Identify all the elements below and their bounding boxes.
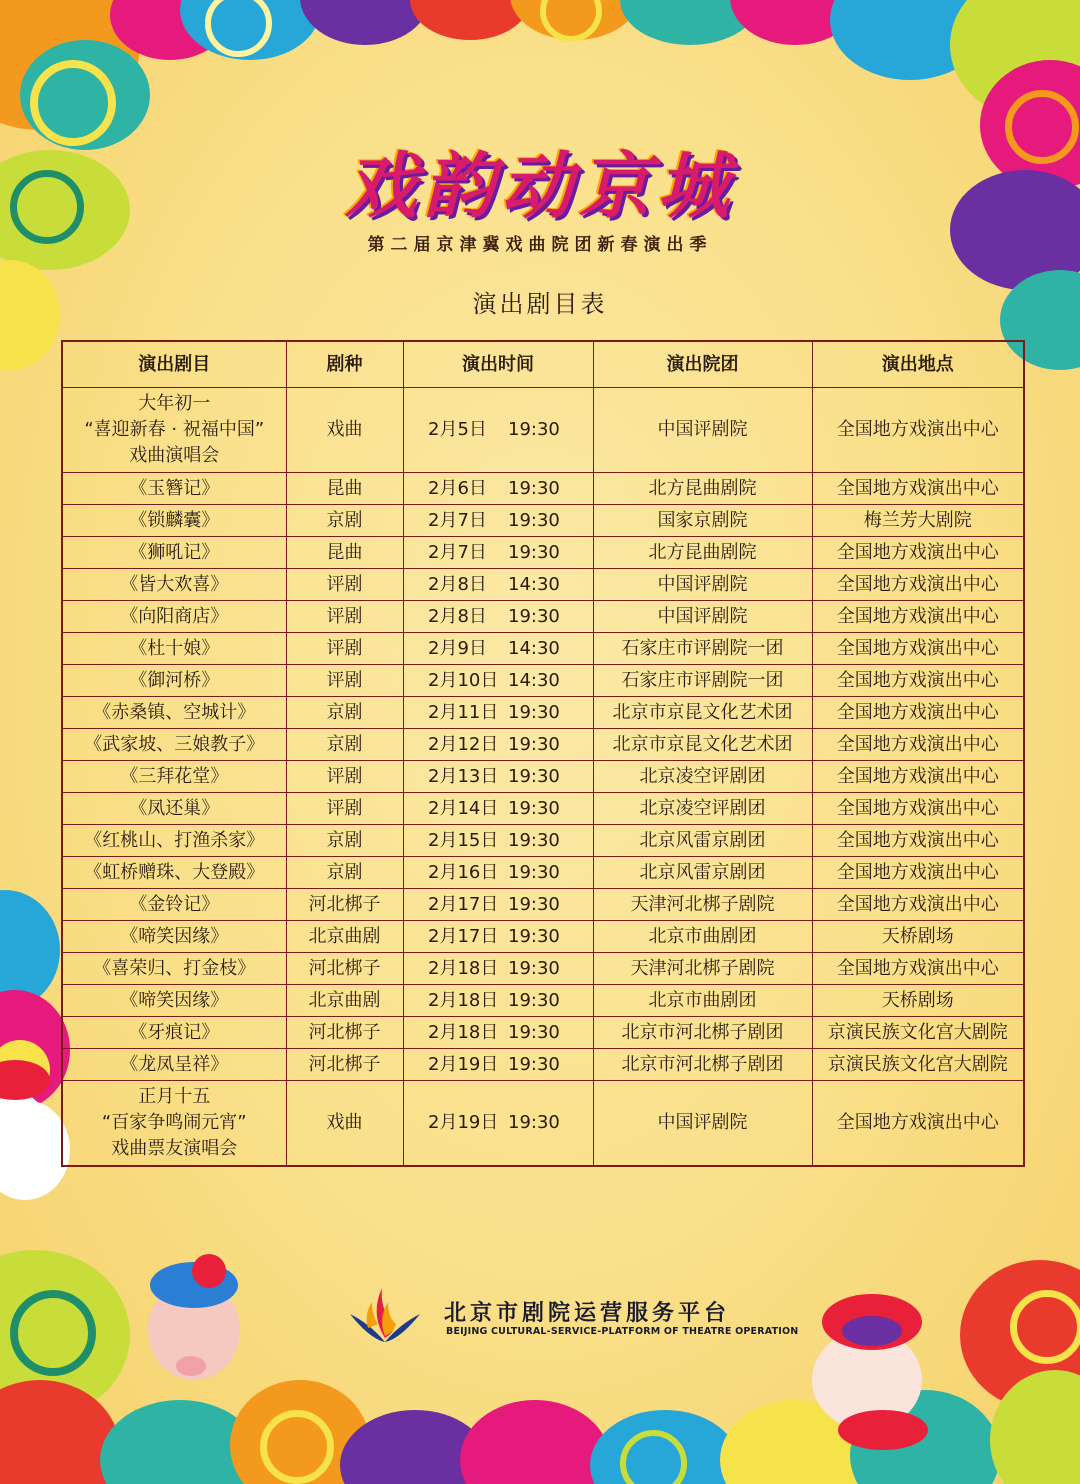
table-row bbox=[62, 1049, 1024, 1081]
table-row bbox=[62, 1081, 1024, 1167]
schedule-heading: 演出剧目表 bbox=[472, 290, 608, 318]
performance-hour: 19:30 bbox=[508, 957, 560, 979]
cell-troupe: 石家庄市评剧院一团 bbox=[593, 633, 812, 665]
cell-genre: 河北梆子 bbox=[286, 1017, 403, 1049]
performance-date: 2月9日 bbox=[428, 637, 487, 659]
cell-time bbox=[403, 665, 593, 697]
title-line: 《御河桥》 bbox=[129, 669, 220, 691]
cell-time bbox=[403, 761, 593, 793]
title-line: 《喜荣归、打金枝》 bbox=[93, 957, 256, 979]
cell-venue: 全国地方戏演出中心 bbox=[812, 601, 1024, 633]
cell-title bbox=[62, 889, 286, 921]
cell-time bbox=[403, 889, 593, 921]
cell-venue: 全国地方戏演出中心 bbox=[812, 537, 1024, 569]
cell-genre: 京剧 bbox=[286, 505, 403, 537]
performance-date: 2月13日 bbox=[428, 765, 499, 787]
title-line: 大年初一 bbox=[138, 393, 211, 414]
performance-schedule-table bbox=[61, 340, 1025, 1167]
title-line: 《狮吼记》 bbox=[129, 541, 220, 563]
performance-date: 2月7日 bbox=[428, 541, 487, 563]
cell-time bbox=[403, 825, 593, 857]
table-row bbox=[62, 473, 1024, 505]
table-row bbox=[62, 793, 1024, 825]
title-line: “百家争鸣闹元宵” bbox=[101, 1112, 247, 1133]
cell-genre: 河北梆子 bbox=[286, 1049, 403, 1081]
performance-date: 2月18日 bbox=[428, 957, 499, 979]
performance-hour: 19:30 bbox=[508, 605, 560, 627]
cell-troupe: 北京市京昆文化艺术团 bbox=[593, 697, 812, 729]
table-row bbox=[62, 889, 1024, 921]
table-row bbox=[62, 729, 1024, 761]
cell-troupe: 北京风雷京剧团 bbox=[593, 857, 812, 889]
cell-genre: 北京曲剧 bbox=[286, 985, 403, 1017]
cell-genre: 京剧 bbox=[286, 857, 403, 889]
table-row bbox=[62, 857, 1024, 889]
cell-genre: 京剧 bbox=[286, 825, 403, 857]
cell-genre: 昆曲 bbox=[286, 537, 403, 569]
cell-troupe: 北京市曲剧团 bbox=[593, 985, 812, 1017]
performance-hour: 19:30 bbox=[508, 829, 560, 851]
title-line: 《赤桑镇、空城计》 bbox=[93, 701, 256, 723]
cell-time bbox=[403, 537, 593, 569]
cell-title bbox=[62, 601, 286, 633]
performance-date: 2月17日 bbox=[428, 925, 499, 947]
cell-genre: 戏曲 bbox=[286, 1081, 403, 1167]
cell-troupe: 北京市京昆文化艺术团 bbox=[593, 729, 812, 761]
title-line: 《牙痕记》 bbox=[129, 1021, 220, 1043]
table-row bbox=[62, 633, 1024, 665]
title-line: 《金铃记》 bbox=[129, 893, 220, 915]
cell-title bbox=[62, 633, 286, 665]
table-row bbox=[62, 761, 1024, 793]
performance-date: 2月7日 bbox=[428, 509, 487, 531]
cell-venue: 全国地方戏演出中心 bbox=[812, 665, 1024, 697]
performance-hour: 19:30 bbox=[508, 797, 560, 819]
table-row bbox=[62, 388, 1024, 473]
cell-troupe: 中国评剧院 bbox=[593, 388, 812, 473]
cell-troupe: 国家京剧院 bbox=[593, 505, 812, 537]
performance-date: 2月17日 bbox=[428, 893, 499, 915]
cell-venue: 全国地方戏演出中心 bbox=[812, 1081, 1024, 1167]
cell-troupe: 天津河北梆子剧院 bbox=[593, 953, 812, 985]
table-header-row bbox=[62, 341, 1024, 388]
cell-time bbox=[403, 569, 593, 601]
table-row bbox=[62, 953, 1024, 985]
cell-genre: 评剧 bbox=[286, 569, 403, 601]
cell-title bbox=[62, 825, 286, 857]
cell-venue: 梅兰芳大剧院 bbox=[812, 505, 1024, 537]
cell-time bbox=[403, 729, 593, 761]
cell-title bbox=[62, 388, 286, 473]
performance-hour: 19:30 bbox=[508, 477, 560, 499]
cell-genre: 评剧 bbox=[286, 601, 403, 633]
cell-troupe: 中国评剧院 bbox=[593, 569, 812, 601]
title-line: 《啼笑因缘》 bbox=[120, 925, 229, 947]
cell-venue: 全国地方戏演出中心 bbox=[812, 473, 1024, 505]
organizer-name-cn: 北京市剧院运营服务平台 bbox=[444, 1301, 731, 1326]
cell-venue: 京演民族文化宫大剧院 bbox=[812, 1017, 1024, 1049]
table-row bbox=[62, 537, 1024, 569]
cell-troupe: 石家庄市评剧院一团 bbox=[593, 665, 812, 697]
title-line: 《锁麟囊》 bbox=[129, 509, 220, 531]
table-row bbox=[62, 569, 1024, 601]
cell-genre: 评剧 bbox=[286, 761, 403, 793]
performance-hour: 19:30 bbox=[508, 541, 560, 563]
cell-troupe: 北京凌空评剧团 bbox=[593, 793, 812, 825]
cell-time bbox=[403, 388, 593, 473]
cell-troupe: 北京风雷京剧团 bbox=[593, 825, 812, 857]
cell-troupe: 天津河北梆子剧院 bbox=[593, 889, 812, 921]
cell-venue: 全国地方戏演出中心 bbox=[812, 388, 1024, 473]
cell-time bbox=[403, 601, 593, 633]
cell-time bbox=[403, 473, 593, 505]
table-row bbox=[62, 697, 1024, 729]
table-body bbox=[62, 388, 1024, 1167]
performance-hour: 19:30 bbox=[508, 765, 560, 787]
performance-date: 2月8日 bbox=[428, 605, 487, 627]
title-line: 《啼笑因缘》 bbox=[120, 989, 229, 1011]
cell-troupe: 北京市曲剧团 bbox=[593, 921, 812, 953]
performance-hour: 19:30 bbox=[508, 701, 560, 723]
performance-date: 2月12日 bbox=[428, 733, 499, 755]
column-header-troupe: 演出院团 bbox=[593, 341, 812, 388]
cell-venue: 天桥剧场 bbox=[812, 921, 1024, 953]
title-line: “喜迎新春 · 祝福中国” bbox=[84, 419, 265, 440]
cell-genre: 京剧 bbox=[286, 729, 403, 761]
cell-genre: 评剧 bbox=[286, 665, 403, 697]
table-row bbox=[62, 665, 1024, 697]
column-header-title: 演出剧目 bbox=[62, 341, 286, 388]
title-line: 《龙凤呈祥》 bbox=[120, 1053, 229, 1075]
cell-title bbox=[62, 473, 286, 505]
performance-hour: 19:30 bbox=[508, 1112, 560, 1133]
cell-venue: 全国地方戏演出中心 bbox=[812, 697, 1024, 729]
performance-date: 2月19日 bbox=[428, 1053, 499, 1075]
performance-hour: 19:30 bbox=[508, 925, 560, 947]
title-line: 《玉簪记》 bbox=[129, 477, 220, 499]
cell-troupe: 中国评剧院 bbox=[593, 601, 812, 633]
cell-title bbox=[62, 953, 286, 985]
title-line: 《皆大欢喜》 bbox=[120, 573, 229, 595]
cell-venue: 全国地方戏演出中心 bbox=[812, 793, 1024, 825]
cell-title bbox=[62, 761, 286, 793]
cell-venue: 全国地方戏演出中心 bbox=[812, 569, 1024, 601]
performance-hour: 19:30 bbox=[508, 509, 560, 531]
cell-time bbox=[403, 697, 593, 729]
cell-title bbox=[62, 697, 286, 729]
table-row bbox=[62, 921, 1024, 953]
cell-venue: 全国地方戏演出中心 bbox=[812, 825, 1024, 857]
table-row bbox=[62, 985, 1024, 1017]
cell-genre: 京剧 bbox=[286, 697, 403, 729]
title-line: 《虹桥赠珠、大登殿》 bbox=[84, 861, 265, 883]
performance-date: 2月15日 bbox=[428, 829, 499, 851]
performance-date: 2月5日 bbox=[428, 419, 487, 440]
cell-time bbox=[403, 793, 593, 825]
table-row bbox=[62, 825, 1024, 857]
performance-hour: 14:30 bbox=[508, 637, 560, 659]
cell-troupe: 北京凌空评剧团 bbox=[593, 761, 812, 793]
performance-date: 2月16日 bbox=[428, 861, 499, 883]
table-row bbox=[62, 601, 1024, 633]
title-line: 戏曲演唱会 bbox=[129, 445, 220, 466]
cell-time bbox=[403, 857, 593, 889]
cell-time bbox=[403, 985, 593, 1017]
page-subtitle: 第二届京津冀戏曲院团新春演出季 bbox=[367, 235, 713, 255]
organizer-name-en: BEIJING CULTURAL-SERVICE-PLATFORM OF THEATRE OPERATION bbox=[446, 1326, 799, 1337]
cell-title bbox=[62, 729, 286, 761]
cell-genre: 北京曲剧 bbox=[286, 921, 403, 953]
cell-venue: 全国地方戏演出中心 bbox=[812, 729, 1024, 761]
title-line: 《武家坡、三娘教子》 bbox=[84, 733, 265, 755]
performance-date: 2月8日 bbox=[428, 573, 487, 595]
cell-genre: 河北梆子 bbox=[286, 953, 403, 985]
title-line: 《向阳商店》 bbox=[120, 605, 229, 627]
performance-hour: 19:30 bbox=[508, 419, 560, 440]
cell-time bbox=[403, 1017, 593, 1049]
title-line: 《三拜花堂》 bbox=[120, 765, 229, 787]
title-line: 《杜十娘》 bbox=[129, 637, 220, 659]
cell-venue: 全国地方戏演出中心 bbox=[812, 633, 1024, 665]
cell-troupe: 北京市河北梆子剧团 bbox=[593, 1017, 812, 1049]
title-line: 《红桃山、打渔杀家》 bbox=[84, 829, 265, 851]
title-line: 正月十五 bbox=[138, 1086, 211, 1107]
cell-title bbox=[62, 665, 286, 697]
cell-title bbox=[62, 569, 286, 601]
cell-title bbox=[62, 1017, 286, 1049]
cell-genre: 评剧 bbox=[286, 633, 403, 665]
cell-genre: 评剧 bbox=[286, 793, 403, 825]
performance-date: 2月11日 bbox=[428, 701, 499, 723]
performance-date: 2月6日 bbox=[428, 477, 487, 499]
performance-hour: 14:30 bbox=[508, 669, 560, 691]
performance-hour: 19:30 bbox=[508, 989, 560, 1011]
column-header-time: 演出时间 bbox=[403, 341, 593, 388]
cell-title bbox=[62, 793, 286, 825]
cell-time bbox=[403, 921, 593, 953]
cell-time bbox=[403, 1081, 593, 1167]
cell-title bbox=[62, 1081, 286, 1167]
cell-time bbox=[403, 505, 593, 537]
performance-date: 2月18日 bbox=[428, 1021, 499, 1043]
cell-venue: 全国地方戏演出中心 bbox=[812, 889, 1024, 921]
cell-venue: 天桥剧场 bbox=[812, 985, 1024, 1017]
cell-title bbox=[62, 857, 286, 889]
cell-genre: 河北梆子 bbox=[286, 889, 403, 921]
cell-title bbox=[62, 505, 286, 537]
cell-venue: 全国地方戏演出中心 bbox=[812, 761, 1024, 793]
cell-title bbox=[62, 985, 286, 1017]
table-row bbox=[62, 1017, 1024, 1049]
cell-venue: 全国地方戏演出中心 bbox=[812, 953, 1024, 985]
cell-title bbox=[62, 1049, 286, 1081]
performance-hour: 19:30 bbox=[508, 893, 560, 915]
title-line: 戏曲票友演唱会 bbox=[111, 1138, 238, 1159]
performance-hour: 19:30 bbox=[508, 1021, 560, 1043]
column-header-genre: 剧种 bbox=[286, 341, 403, 388]
performance-date: 2月14日 bbox=[428, 797, 499, 819]
cell-venue: 京演民族文化宫大剧院 bbox=[812, 1049, 1024, 1081]
flame-logo-icon bbox=[340, 1284, 430, 1344]
cell-time bbox=[403, 1049, 593, 1081]
performance-hour: 14:30 bbox=[508, 573, 560, 595]
cell-troupe: 北方昆曲剧院 bbox=[593, 473, 812, 505]
cell-genre: 昆曲 bbox=[286, 473, 403, 505]
performance-hour: 19:30 bbox=[508, 733, 560, 755]
cell-troupe: 中国评剧院 bbox=[593, 1081, 812, 1167]
cell-venue: 全国地方戏演出中心 bbox=[812, 857, 1024, 889]
cell-time bbox=[403, 633, 593, 665]
cell-time bbox=[403, 953, 593, 985]
cell-title bbox=[62, 921, 286, 953]
title-line: 《凤还巢》 bbox=[129, 797, 220, 819]
cell-troupe: 北京市河北梆子剧团 bbox=[593, 1049, 812, 1081]
performance-hour: 19:30 bbox=[508, 1053, 560, 1075]
performance-hour: 19:30 bbox=[508, 861, 560, 883]
performance-date: 2月10日 bbox=[428, 669, 499, 691]
column-header-venue: 演出地点 bbox=[812, 341, 1024, 388]
cell-genre: 戏曲 bbox=[286, 388, 403, 473]
cell-troupe: 北方昆曲剧院 bbox=[593, 537, 812, 569]
performance-date: 2月18日 bbox=[428, 989, 499, 1011]
performance-date: 2月19日 bbox=[428, 1112, 499, 1133]
cell-title bbox=[62, 537, 286, 569]
page-title: 戏韵动京城 bbox=[344, 143, 735, 228]
table-row bbox=[62, 505, 1024, 537]
